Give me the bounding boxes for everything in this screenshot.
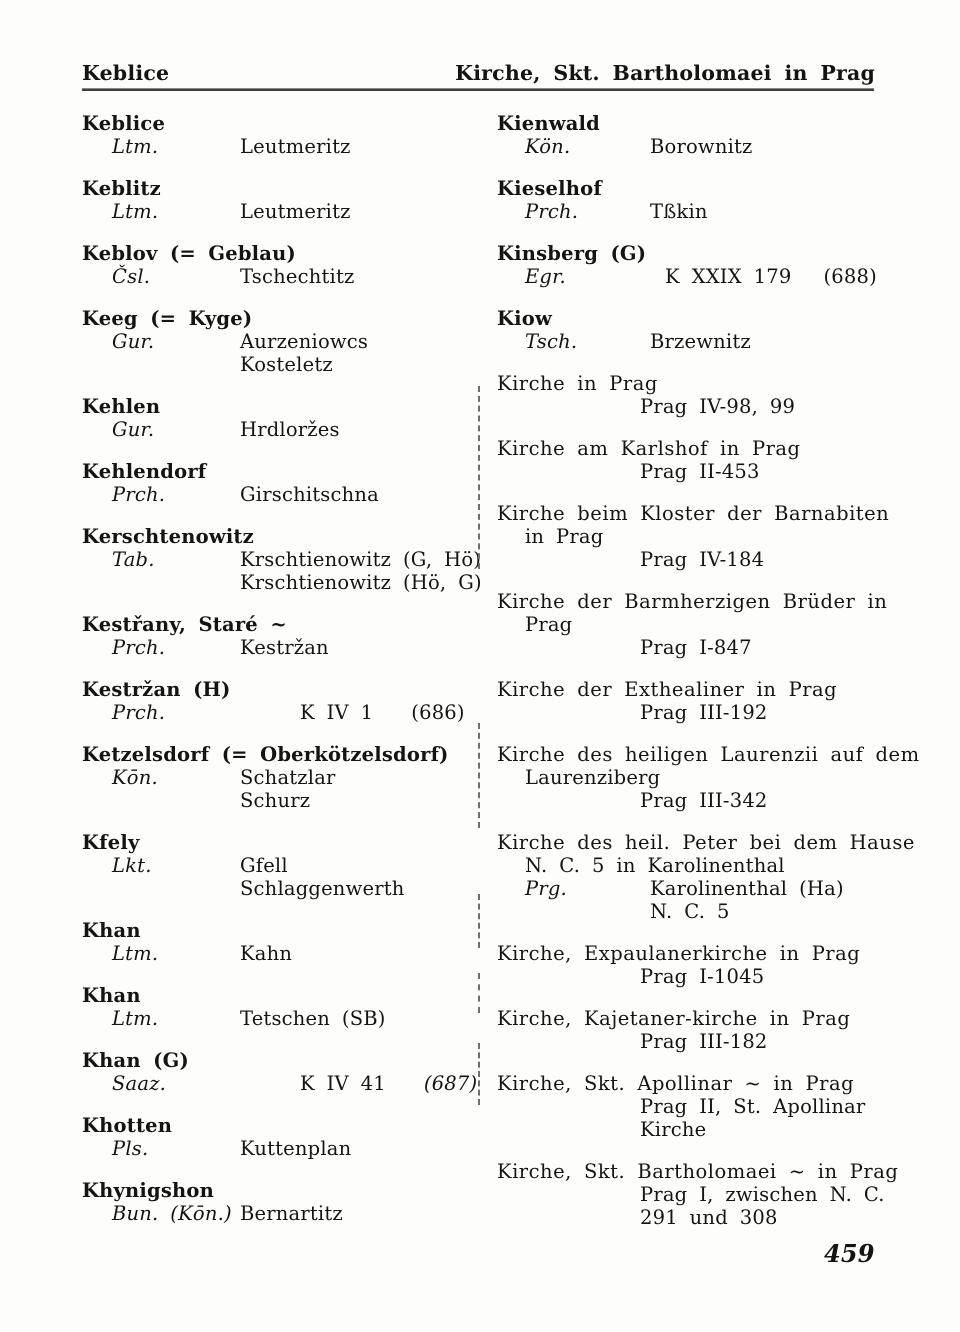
index-entry (82, 1049, 484, 1095)
running-head-right: Kirche, Skt. Bartholomaei in Prag (455, 61, 875, 85)
entry-headword: Khan (G) (82, 1049, 189, 1072)
entry-headword: Kirche der Barmherzigen Brüder in (497, 590, 888, 613)
running-head-left: Keblice (82, 61, 170, 85)
column-divider-segment (478, 386, 480, 569)
entry-headword: Kirche am Karlshof in Prag (497, 437, 801, 460)
entry-headword: Kirche des heiligen Laurenzii auf dem (497, 743, 920, 766)
district-abbr: Ltm. (112, 135, 159, 158)
district-abbr: Gur. (112, 418, 155, 441)
index-entry (82, 525, 484, 594)
index-entry (82, 1179, 484, 1225)
index-entry (497, 177, 925, 223)
index-entry (497, 307, 925, 353)
district-abbr: Kön. (525, 135, 571, 158)
entry-headword: Ketzelsdorf (= Oberkötzelsdorf) (82, 743, 449, 766)
index-entry (82, 1114, 484, 1160)
entry-detail-row (82, 548, 484, 571)
district-abbr: Ltm. (112, 942, 159, 965)
index-entry (82, 613, 484, 659)
district-abbr: Prch. (525, 200, 579, 223)
german-name: Kahn (240, 942, 293, 965)
index-entry (497, 372, 925, 418)
entry-headword-continuation: N. C. 5 in Karolinenthal (525, 854, 785, 877)
index-entry (497, 1007, 925, 1053)
index-entry (82, 831, 484, 900)
entry-headword: Kirche beim Kloster der Barnabiten (497, 502, 890, 525)
entry-headword: Kirche der Exthealiner in Prag (497, 678, 838, 701)
district-abbr: Prg. (525, 877, 567, 900)
german-name: N. C. 5 (650, 900, 730, 923)
german-name: Leutmeritz (240, 135, 351, 158)
district-abbr: Ltm. (112, 1007, 159, 1030)
district-abbr: Ltm. (112, 200, 159, 223)
entry-headword: Kfely (82, 831, 140, 854)
entry-headword: Kirche des heil. Peter bei dem Hause (497, 831, 915, 854)
entry-headword: Keblov (= Geblau) (82, 242, 296, 265)
index-entry (497, 678, 925, 724)
district-abbr: Lkt. (112, 854, 152, 877)
index-entry (82, 395, 484, 441)
german-name: Kestržan (240, 636, 329, 659)
entry-detail-row (82, 1007, 484, 1030)
index-entry (82, 307, 484, 376)
entry-headword: Keeg (= Kyge) (82, 307, 253, 330)
index-entry (497, 590, 925, 659)
prag-reference: 291 und 308 (640, 1206, 778, 1229)
german-name: Aurzeniowcs (240, 330, 369, 353)
entry-detail-row (497, 200, 925, 223)
entry-detail-row (497, 877, 925, 900)
entry-headword: Keblitz (82, 177, 161, 200)
german-name: Kosteletz (240, 353, 333, 376)
entry-headword: Khan (82, 984, 141, 1007)
index-entry (497, 437, 925, 483)
page-number: 459 (824, 1239, 875, 1268)
german-name: Schatzlar (240, 766, 336, 789)
index-entry (82, 984, 484, 1030)
district-abbr: Egr. (525, 265, 566, 288)
entry-reference-row (497, 265, 925, 288)
prag-reference: Kirche (640, 1118, 707, 1141)
column-left (82, 112, 484, 1244)
german-name: Tschechtitz (240, 265, 355, 288)
header-rule (82, 88, 874, 91)
entry-detail-row (82, 200, 484, 223)
district-abbr: Čsl. (112, 265, 151, 288)
entry-headword: Kestržan (H) (82, 678, 231, 701)
entry-detail-row (82, 330, 484, 353)
index-entry (82, 242, 484, 288)
german-name: Tßkin (650, 200, 708, 223)
district-abbr: Gur. (112, 330, 155, 353)
german-name: Brzewnitz (650, 330, 751, 353)
index-entry (497, 502, 925, 571)
entry-headword: Kirche, Skt. Apollinar ~ in Prag (497, 1072, 855, 1095)
entry-detail-row (497, 330, 925, 353)
index-entry (497, 1160, 925, 1229)
entry-detail-row (497, 135, 925, 158)
reference-page-number: (686) (411, 701, 465, 724)
entry-detail-row (82, 766, 484, 789)
entry-headword: Kieselhof (497, 177, 602, 200)
german-name: Schlaggenwerth (240, 877, 405, 900)
index-entry (497, 242, 925, 288)
prag-reference: Prag IV-184 (640, 548, 765, 571)
map-reference-code: K XXIX 179 (665, 265, 792, 288)
district-abbr: Prch. (112, 701, 166, 724)
german-name: Krschtienowitz (G, Hö) (240, 548, 482, 571)
entry-headword: Kiow (497, 307, 552, 330)
prag-reference: Prag IV-98, 99 (640, 395, 796, 418)
entry-detail-row (82, 135, 484, 158)
entry-headword: Kirche in Prag (497, 372, 658, 395)
entry-headword-continuation: in Prag (525, 525, 604, 548)
index-entry (82, 919, 484, 965)
reference-page-number: (688) (823, 265, 877, 288)
column-divider-segment (478, 894, 480, 948)
entry-headword: Kirche, Expaulanerkirche in Prag (497, 942, 861, 965)
entry-headword: Kienwald (497, 112, 601, 135)
entry-detail-row (82, 942, 484, 965)
entry-headword: Kirche, Kajetaner-kirche in Prag (497, 1007, 851, 1030)
entry-detail-row (82, 1137, 484, 1160)
german-name: Bernartitz (240, 1202, 343, 1225)
entry-headword-continuation: Prag (525, 613, 573, 636)
map-reference-code: K IV 1 (300, 701, 374, 724)
index-entry (497, 831, 925, 923)
district-abbr: Kōn. (112, 766, 158, 789)
entry-detail-row (82, 1202, 484, 1225)
entry-reference-row (82, 1072, 484, 1095)
entry-detail-row (82, 636, 484, 659)
prag-reference: Prag I, zwischen N. C. (640, 1183, 885, 1206)
district-abbr: Tab. (112, 548, 155, 571)
entry-headword-continuation: Laurenziberg (525, 766, 661, 789)
prag-reference: Prag I-847 (640, 636, 752, 659)
german-name: Hrdloržes (240, 418, 340, 441)
column-right (497, 112, 925, 1248)
district-abbr: Prch. (112, 636, 166, 659)
district-abbr: Prch. (112, 483, 166, 506)
german-name: Kuttenplan (240, 1137, 352, 1160)
district-abbr: Tsch. (525, 330, 578, 353)
prag-reference: Prag I-1045 (640, 965, 765, 988)
prag-reference: Prag III-192 (640, 701, 768, 724)
entry-detail-row (82, 265, 484, 288)
prag-reference: Prag II, St. Apollinar (640, 1095, 866, 1118)
entry-headword: Kehlendorf (82, 460, 207, 483)
entry-headword: Kehlen (82, 395, 161, 418)
reference-page-number: (687) (423, 1072, 478, 1095)
german-name: Leutmeritz (240, 200, 351, 223)
column-divider-segment (478, 1043, 480, 1105)
entry-reference-row (82, 701, 484, 724)
german-name: Gfell (240, 854, 288, 877)
entry-headword: Kerschtenowitz (82, 525, 254, 548)
index-entry (82, 112, 484, 158)
german-name: Karolinenthal (Ha) (650, 877, 844, 900)
index-entry (82, 678, 484, 724)
index-entry (82, 177, 484, 223)
german-name: Borownitz (650, 135, 753, 158)
german-name: Tetschen (SB) (240, 1007, 386, 1030)
entry-detail-row (82, 483, 484, 506)
index-entry (497, 1072, 925, 1141)
column-divider-segment (478, 723, 480, 828)
prag-reference: Prag II-453 (640, 460, 760, 483)
index-entry (497, 942, 925, 988)
index-entry (497, 743, 925, 812)
index-entry (497, 112, 925, 158)
entry-headword: Kirche, Skt. Bartholomaei ~ in Prag (497, 1160, 899, 1183)
entry-headword: Kinsberg (G) (497, 242, 647, 265)
entry-detail-row (82, 854, 484, 877)
german-name: Krschtienowitz (Hö, G) (240, 571, 482, 594)
index-entry (82, 460, 484, 506)
district-abbr: Bun. (Kōn.) (112, 1202, 232, 1225)
entry-headword: Khynigshon (82, 1179, 215, 1202)
entry-headword: Khan (82, 919, 141, 942)
map-reference-code: K IV 41 (300, 1072, 386, 1095)
district-abbr: Saaz. (112, 1072, 167, 1095)
district-abbr: Pls. (112, 1137, 149, 1160)
prag-reference: Prag III-182 (640, 1030, 768, 1053)
german-name: Schurz (240, 789, 311, 812)
german-name: Girschitschna (240, 483, 379, 506)
entry-detail-row (82, 418, 484, 441)
column-divider-segment (478, 973, 480, 1013)
entry-headword: Khotten (82, 1114, 173, 1137)
entry-headword: Keblice (82, 112, 166, 135)
entry-headword: Kestřany, Staré ~ (82, 613, 287, 636)
prag-reference: Prag III-342 (640, 789, 768, 812)
index-entry (82, 743, 484, 812)
